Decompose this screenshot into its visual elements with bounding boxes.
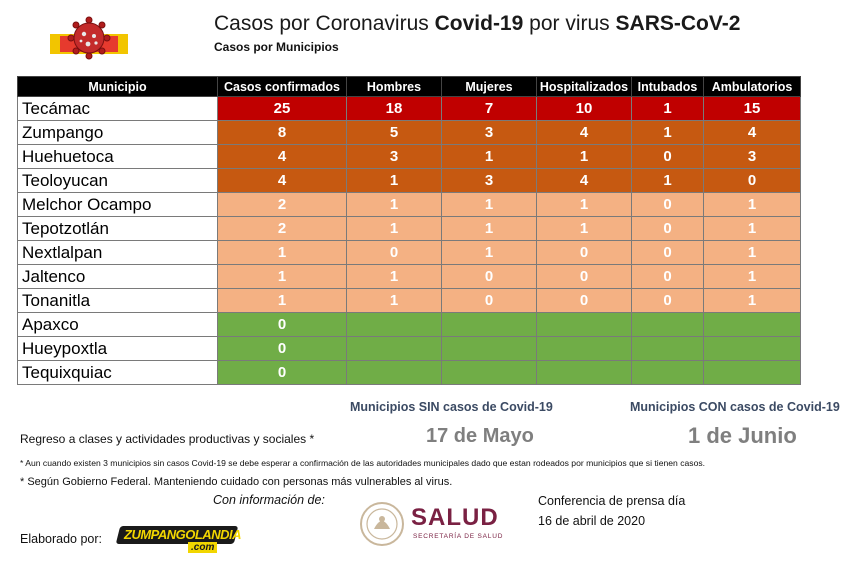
header-ambulatorios: Ambulatorios [704,77,801,97]
value-cell [347,361,442,385]
municipio-cell: Huehuetoca [18,145,218,169]
value-cell: 4 [704,121,801,145]
value-cell: 0 [537,241,632,265]
value-cell: 1 [218,265,347,289]
table-row [18,289,801,313]
table-row [18,217,801,241]
value-cell: 1 [218,241,347,265]
municipio-cell: Hueypoxtla [18,337,218,361]
value-cell: 0 [632,217,704,241]
value-cell: 1 [632,97,704,121]
value-cell: 3 [442,121,537,145]
header-intubados: Intubados [632,77,704,97]
value-cell: 8 [218,121,347,145]
municipio-cell: Apaxco [18,313,218,337]
municipio-cell: Nextlalpan [18,241,218,265]
conference-date: 16 de abril de 2020 [538,514,646,528]
value-cell: 1 [704,217,801,241]
value-cell: 3 [347,145,442,169]
value-cell: 1 [347,289,442,313]
municipio-cell: Tonanitla [18,289,218,313]
table-row [18,265,801,289]
value-cell: 1 [347,169,442,193]
source-label: Con información de: [213,493,325,507]
value-cell: 1 [704,265,801,289]
zumpangolandia-logo: ZUMPANGOLANDIA .com [118,522,236,556]
value-cell: 1 [632,169,704,193]
value-cell [442,337,537,361]
table-row [18,97,801,121]
value-cell: 0 [632,145,704,169]
value-cell: 0 [632,241,704,265]
municipio-cell: Tequixquiac [18,361,218,385]
value-cell: 0 [218,361,347,385]
value-cell: 1 [218,289,347,313]
value-cell [704,361,801,385]
value-cell: 1 [537,145,632,169]
cases-table [17,76,801,385]
table-row [18,313,801,337]
value-cell [347,337,442,361]
value-cell [537,337,632,361]
value-cell [442,313,537,337]
value-cell: 4 [218,169,347,193]
value-cell: 18 [347,97,442,121]
value-cell: 3 [442,169,537,193]
regreso-label: Regreso a clases y actividades productivas y sociales * [20,432,315,446]
header-hombres: Hombres [347,77,442,97]
table-row [18,241,801,265]
salud-subtitle: SECRETARÍA DE SALUD [413,533,504,540]
value-cell: 0 [537,289,632,313]
municipio-cell: Tecámac [18,97,218,121]
header-mujeres: Mujeres [442,77,537,97]
footnote-municipios: * Aun cuando existen 3 municipios sin casos Covid-19 se debe esperar a confirmación de las autoridades municipales dado que estan rodeados por municipios que si tienen casos. [20,458,706,468]
value-cell: 10 [537,97,632,121]
value-cell [704,313,801,337]
table-row [18,121,801,145]
value-cell: 1 [632,121,704,145]
value-cell: 1 [442,145,537,169]
value-cell: 0 [218,337,347,361]
salud-logo-text: SALUD [411,504,499,531]
elaborado-label: Elaborado por: [20,532,103,546]
coronavirus-icon [50,14,128,62]
page-subtitle: Casos por Municipios [214,40,339,54]
value-cell: 0 [704,169,801,193]
value-cell: 0 [632,265,704,289]
value-cell: 1 [704,193,801,217]
municipio-cell: Teoloyucan [18,169,218,193]
table-row [18,145,801,169]
municipio-cell: Tepotzotlán [18,217,218,241]
table-row [18,361,801,385]
value-cell [704,337,801,361]
value-cell: 0 [442,289,537,313]
value-cell: 1 [537,217,632,241]
conference-label: Conferencia de prensa día [538,494,686,508]
value-cell: 5 [347,121,442,145]
value-cell: 2 [218,217,347,241]
municipio-cell: Jaltenco [18,265,218,289]
value-cell: 1 [442,193,537,217]
value-cell: 1 [347,217,442,241]
value-cell: 1 [537,193,632,217]
value-cell: 0 [442,265,537,289]
value-cell: 7 [442,97,537,121]
value-cell: 1 [347,193,442,217]
value-cell: 2 [218,193,347,217]
table-row [18,169,801,193]
header-casos-confirmados: Casos confirmados [218,77,347,97]
value-cell [537,361,632,385]
value-cell: 0 [632,193,704,217]
table-header-row [18,77,801,97]
value-cell: 0 [537,265,632,289]
value-cell: 0 [632,289,704,313]
value-cell: 15 [704,97,801,121]
value-cell: 25 [218,97,347,121]
sin-casos-date: 17 de Mayo [426,425,534,447]
value-cell: 3 [704,145,801,169]
con-casos-heading: Municipios CON casos de Covid-19 [630,400,840,414]
value-cell: 4 [537,121,632,145]
value-cell [632,337,704,361]
con-casos-date: 1 de Junio [688,423,797,448]
municipio-cell: Melchor Ocampo [18,193,218,217]
value-cell [347,313,442,337]
mexico-seal-icon [359,501,405,547]
value-cell: 1 [347,265,442,289]
value-cell [442,361,537,385]
value-cell [632,361,704,385]
value-cell [537,313,632,337]
header-hospitalizados: Hospitalizados [537,77,632,97]
page-title: Casos por Coronavirus Covid-19 por virus SARS-CoV-2 [214,12,741,35]
sin-casos-heading: Municipios SIN casos de Covid-19 [350,400,553,414]
value-cell: 1 [704,289,801,313]
municipio-cell: Zumpango [18,121,218,145]
value-cell: 1 [704,241,801,265]
footnote-gobierno: * Según Gobierno Federal. Manteniendo cuidado con personas más vulnerables al virus. [20,476,453,488]
value-cell: 0 [347,241,442,265]
table-row [18,193,801,217]
value-cell [632,313,704,337]
header-municipio: Municipio [18,77,218,97]
table-row [18,337,801,361]
value-cell: 4 [537,169,632,193]
value-cell: 0 [218,313,347,337]
value-cell: 1 [442,241,537,265]
value-cell: 4 [218,145,347,169]
value-cell: 1 [442,217,537,241]
